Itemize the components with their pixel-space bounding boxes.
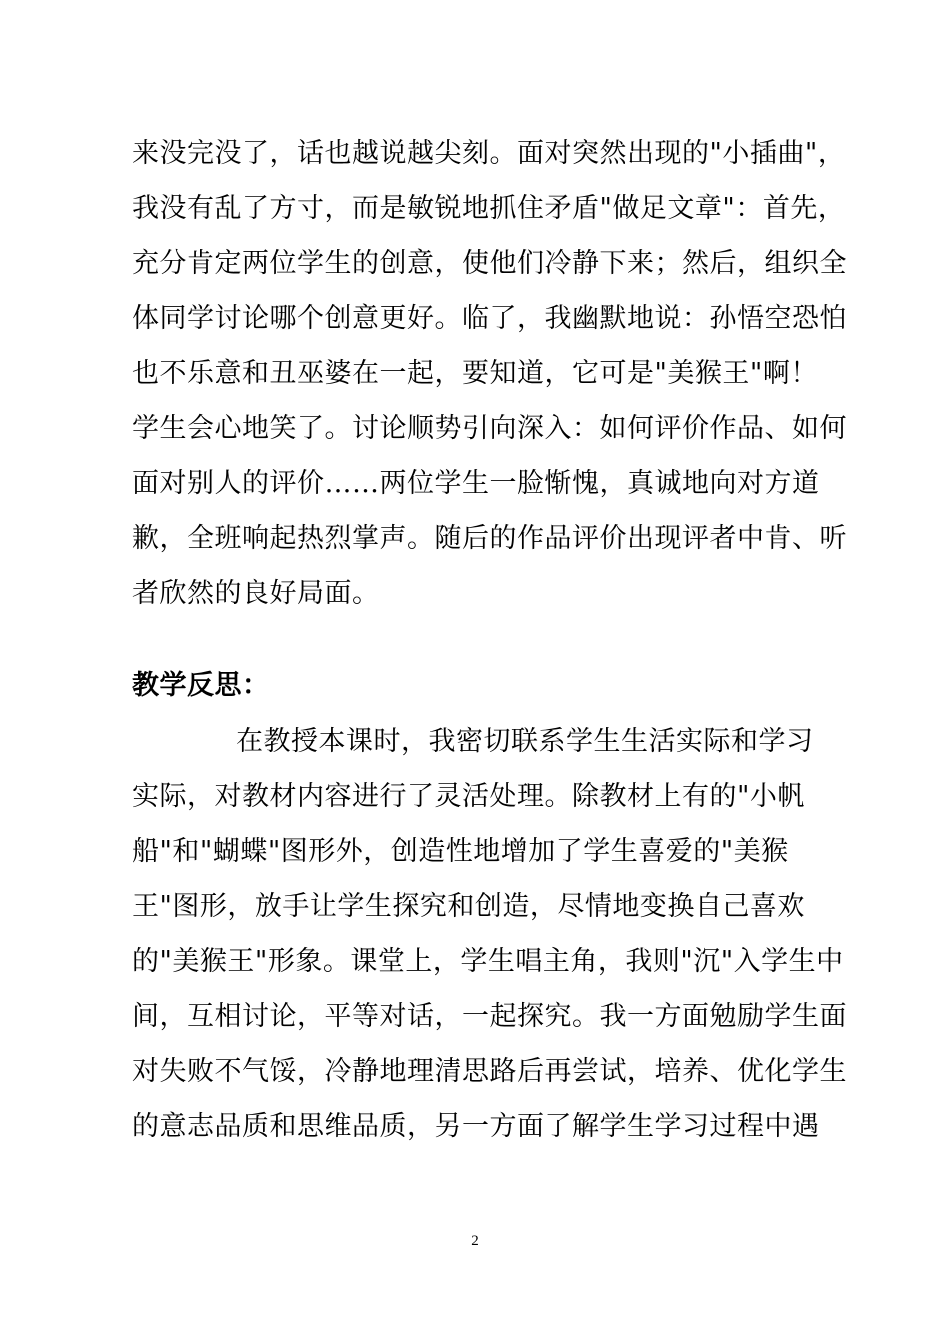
paragraph-line: 者欣然的良好局面。 (132, 578, 380, 609)
paragraph-line: 也不乐意和丑巫婆在一起，要知道，它可是"美猴王"啊！ (132, 358, 818, 389)
section-heading: 教学反思： (132, 670, 270, 701)
paragraph-line: 实际，对教材内容进行了灵活处理。除教材上有的"小帆 (132, 781, 805, 812)
paragraph-line: 歉，全班响起热烈掌声。随后的作品评价出现评者中肯、听 (132, 523, 847, 554)
paragraph-line: 的意志品质和思维品质，另一方面了解学生学习过程中遇 (132, 1111, 820, 1142)
paragraph-line: 来没完没了，话也越说越尖刻。面对突然出现的"小插曲"， (132, 138, 846, 169)
paragraph-line: 的"美猴王"形象。课堂上，学生唱主角，我则"沉"入学生中 (132, 946, 844, 977)
paragraph-line: 体同学讨论哪个创意更好。临了，我幽默地说：孙悟空恐怕 (132, 303, 847, 334)
paragraph-line: 面对别人的评价……两位学生一脸惭愧，真诚地向对方道 (132, 468, 820, 499)
paragraph-line: 对失败不气馁，冷静地理清思路后再尝试，培养、优化学生 (132, 1056, 847, 1087)
paragraph-line: 在教授本课时，我密切联系学生生活实际和学习 (236, 726, 814, 757)
paragraph-line: 间，互相讨论，平等对话，一起探究。我一方面勉励学生面 (132, 1001, 847, 1032)
page-number: 2 (471, 1233, 479, 1249)
paragraph-line: 充分肯定两位学生的创意，使他们冷静下来；然后，组织全 (132, 248, 847, 279)
paragraph-line: 学生会心地笑了。讨论顺势引向深入：如何评价作品、如何 (132, 413, 847, 444)
paragraph-line: 船"和"蝴蝶"图形外，创造性地增加了学生喜爱的"美猴 (132, 836, 789, 867)
paragraph-line: 王"图形，放手让学生探究和创造，尽情地变换自己喜欢 (132, 891, 805, 922)
paragraph-line: 我没有乱了方寸，而是敏锐地抓住矛盾"做足文章"：首先， (132, 193, 846, 224)
